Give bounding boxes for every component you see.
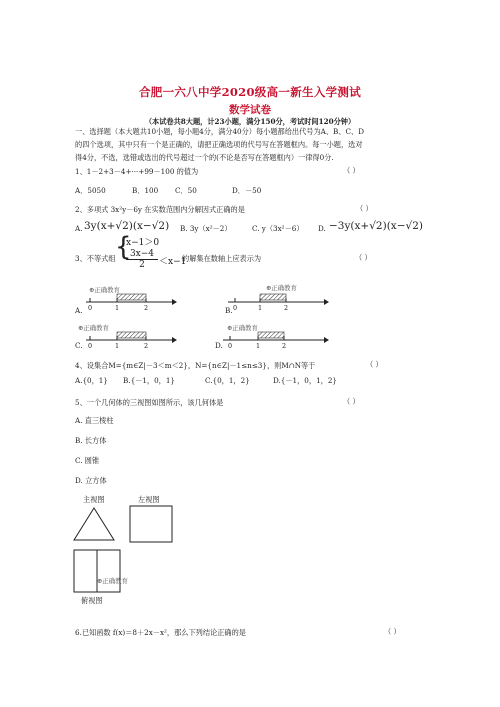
q5-option-d: D. 立方体 [75,476,107,485]
q2-option-a-expr: 3y(x+√2)(x−√2) [84,220,170,232]
q6-answer-paren: （ ） [384,627,401,636]
q1-option-c: C．50 [175,186,197,195]
q1-option-a: A．5050 [75,186,106,195]
q4-option-d: D.{－1，0，1，2} [273,376,337,385]
q5-option-b: B. 长方体 [75,436,107,445]
exam-subject: 数学试卷 [229,104,271,116]
q3-b-tick-2: 2 [284,304,289,312]
q5-front-view-label: 主视图 [83,495,105,504]
q3-option-c-watermark: ⊕正确教育 [78,324,109,332]
q1-option-b: B．100 [132,186,159,195]
q3-b-tick-0: 0 [233,304,238,312]
q6-stem: 6.已知函数 f(x)＝8＋2x－x²，那么下列结论正确的是 [75,628,246,637]
q4-stem: 4、设集合M={m∈Z|－3＜m＜2}，N={n∈Z|－1≤n≤3}，则M∩N等于 [75,361,316,370]
q3-option-d-label: D. [215,341,223,350]
exam-title: 合肥一六八中学2020级高一新生入学测试 [138,85,361,99]
q3-d-tick-1: 1 [256,342,261,350]
q4-option-c: C.{0，1，2} [205,376,250,385]
q3-option-b-number-line [228,294,329,305]
q5-top-view-rect [74,550,120,592]
q3-option-c-label: C. [75,341,83,350]
q5-left-view-label: 左视图 [138,495,160,504]
exam-info: （本试卷共8大题，计23小题，满分150分，考试时间120分钟） [144,117,356,126]
q2-option-d-label: D. [318,224,326,233]
q3-inequality-2-rhs: ＜x−1 [159,257,187,267]
q3-b-tick-1: 1 [258,304,263,312]
q3-a-tick-1: 1 [115,304,120,312]
q3-inequality-1: x−1＞0 [126,238,160,248]
q3-option-a-watermark: ⊕正确教育 [89,286,120,294]
q4-answer-paren: （ ） [366,360,383,369]
q5-front-view-triangle [74,508,114,540]
q3-d-tick-2: 2 [282,342,287,350]
q3-option-b-label: B. [225,306,233,315]
q4-option-a: A.{0，1} [75,376,108,385]
q5-left-view-rect [130,506,172,542]
q3-stem-suffix: 的解集在数轴上应表示为 [182,254,262,263]
q3-option-a-label: A. [75,306,83,315]
q2-option-d-expr: −3y(x+√2)(x−√2) [329,220,423,232]
q1-option-d: D．－50 [232,186,262,195]
q5-watermark: ⊕正确教育 [97,577,128,585]
q5-option-a: A. 直三棱柱 [75,416,114,425]
q5-top-view-label: 俯视图 [81,596,103,605]
q2-option-b: B. 3y（x²－2） [180,224,232,233]
q3-d-tick-0: 0 [228,342,233,350]
q4-option-b: B.{－1，0，1} [123,376,175,385]
section-intro-line-1: 一、选择题（本大题共10小题，每小题4分，满分40分）每小题都给出代号为A、B、C、D [75,127,364,136]
q3-option-d-watermark: ⊕正确教育 [227,324,258,332]
q3-a-tick-2: 2 [144,304,149,312]
q3-a-tick-0: 0 [88,304,93,312]
section-intro-line-3: 得4分，不选，选错或选出的代号超过一个的(不论是否写在答题框内）一律得0分. [75,153,334,162]
q3-c-tick-2: 2 [144,342,149,350]
q2-option-a-label: A. [75,224,83,233]
q3-option-c-number-line [86,332,177,343]
q3-c-tick-0: 0 [88,342,93,350]
q3-c-tick-1: 1 [115,342,120,350]
q3-option-b-watermark: ⊕正确教育 [266,284,297,292]
q3-answer-paren: （ ） [355,253,372,262]
q1-stem: 1、1－2+3－4+···+99－100 的值为 [75,167,199,176]
q3-inequality-2-denominator: 2 [139,260,145,270]
q5-three-views [70,500,180,600]
q2-stem: 2、多项式 3x²y－6y 在实数范围内分解因式正确的是 [75,205,245,214]
q3-number-lines [70,278,430,358]
q1-answer-paren: （ ） [343,166,360,175]
section-intro-line-2: 的四个选项，其中只有一个是正确的，请把正确选项的代号写在答题框内。每一小题，选对 [75,140,363,149]
q2-answer-paren: （ ） [356,204,373,213]
q3-option-d-number-line [223,332,329,343]
q3-system-brace: { [115,232,132,262]
q3-option-a-number-line [86,294,177,305]
q2-option-c: C. y（3x²－6） [252,224,304,233]
q3-inequality-2-numerator: 3x−4 [126,249,158,260]
q5-option-c: C. 圆锥 [75,456,100,465]
q5-answer-paren: （ ） [343,397,360,406]
q3-stem-prefix: 3、不等式组 [75,254,116,263]
q5-stem: 5、一个几何体的三视图如图所示，该几何体是 [75,398,224,407]
